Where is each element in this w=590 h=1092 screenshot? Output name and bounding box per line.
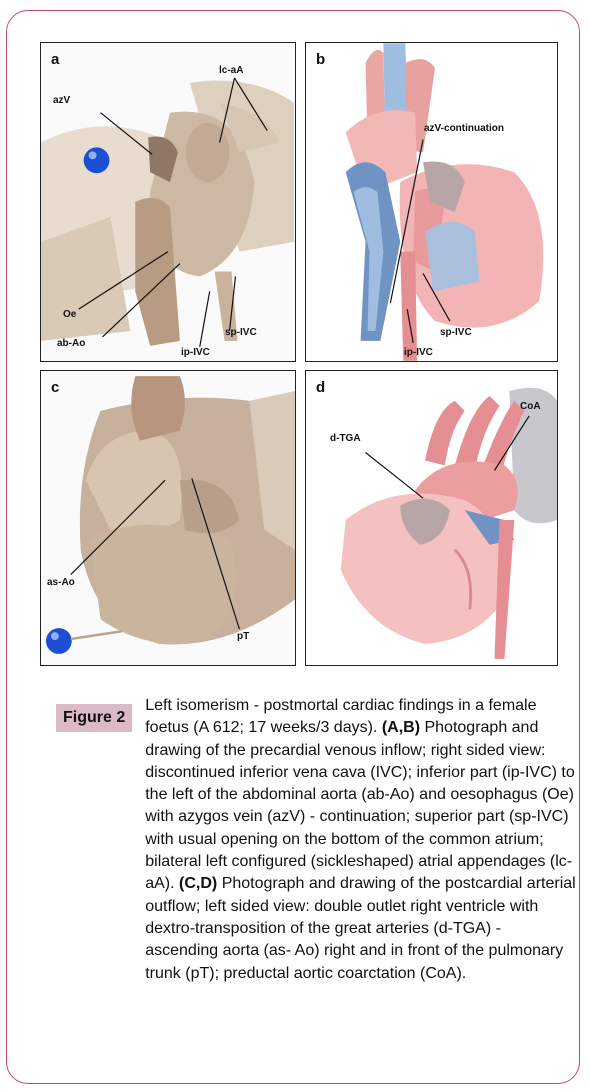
panel-b-drawing — [305, 42, 558, 362]
panel-c-photo — [40, 370, 296, 666]
panel-c-image — [41, 371, 295, 665]
label-ip-ivc-b: ip-IVC — [404, 347, 433, 358]
label-oe: Oe — [63, 309, 77, 320]
label-ab-ao: ab-Ao — [57, 338, 86, 349]
figure-badge: Figure 2 — [56, 704, 132, 732]
label-pt: pT — [237, 631, 250, 642]
panel-d-letter: d — [316, 379, 326, 396]
caption-bold-cd: (C,D) — [179, 875, 218, 893]
panel-c-letter: c — [51, 379, 60, 396]
label-azv-continuation: azV-continuation — [424, 123, 504, 134]
panel-d-drawing — [305, 370, 558, 666]
figure-caption — [56, 695, 577, 985]
panel-a-image — [41, 43, 295, 361]
panel-b-image — [306, 43, 557, 361]
label-ip-ivc: ip-IVC — [181, 347, 210, 358]
panel-a-photo — [40, 42, 296, 362]
label-d-tga: d-TGA — [330, 433, 361, 444]
caption-part-1: Left isomerism - postmortal cardiac findings in a female foetus (A 612; 17 weeks/3 days). — [145, 697, 537, 737]
caption-bold-ab: (A,B) — [381, 719, 421, 737]
label-coa: CoA — [520, 401, 541, 412]
label-azv: azV — [53, 95, 71, 106]
caption-part-3: Photograph and drawing of the postcardial arterial outflow; left sided view: double outlet right ventricle with dextro-transposition of the great arteries (d-TGA) - ascending aorta (as- Ao) right and in front of the pulmonary trunk (pT); preductal aortic coarctation (CoA). — [145, 875, 576, 982]
label-as-ao: as-Ao — [47, 577, 75, 588]
caption-part-2: Photograph and drawing of the precardial venous inflow; right sided view: discontinued inferior vena cava (IVC); inferior part (ip-IVC) to the left of the abdominal aorta (ab-Ao) and oesophagus (Oe) with azygos vein (azV) - continuation; superior part (sp-IVC) with usual opening on the bottom of the common atrium; bilateral left configured (sickleshaped) atrial appendages (lc-aA). — [145, 719, 575, 893]
panel-b-letter: b — [316, 51, 326, 68]
panel-a-letter: a — [51, 51, 60, 68]
panel-d-image — [306, 371, 557, 665]
label-sp-ivc: sp-IVC — [225, 327, 257, 338]
label-lc-aa: lc-aA — [219, 65, 244, 76]
caption-text — [145, 695, 577, 985]
label-sp-ivc-b: sp-IVC — [440, 327, 472, 338]
